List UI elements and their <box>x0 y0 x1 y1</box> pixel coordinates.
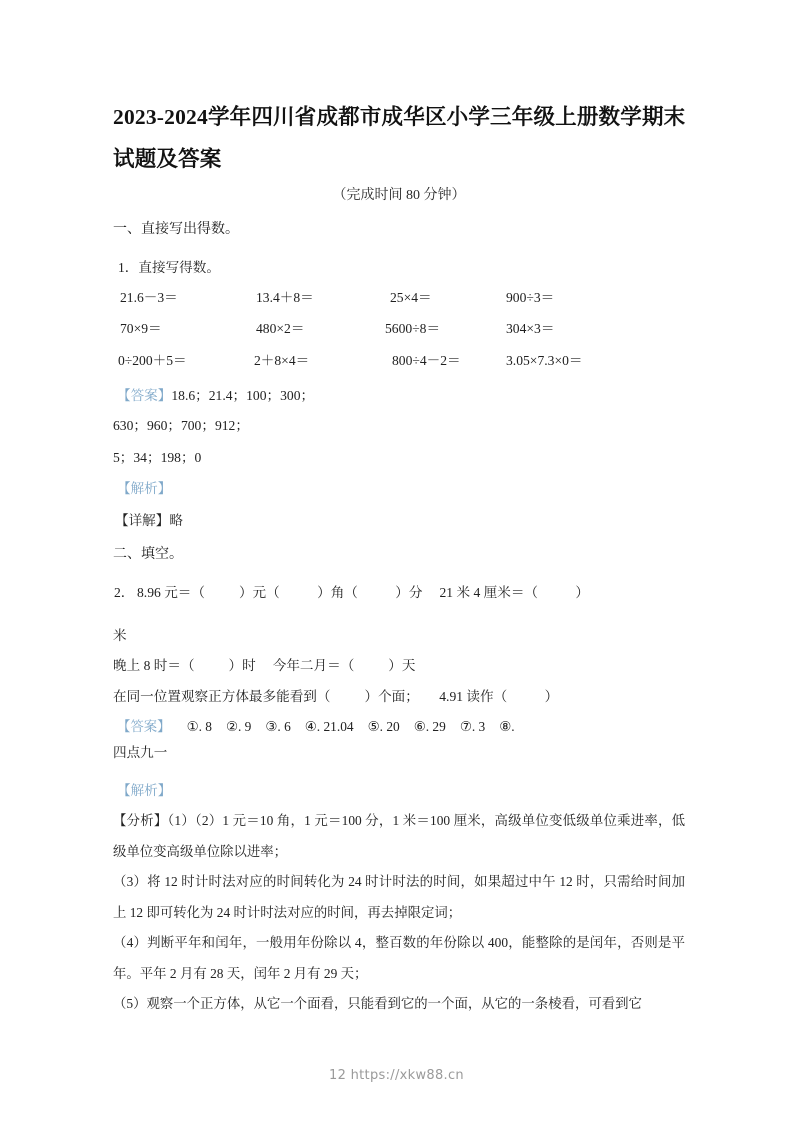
answer-block-1 <box>117 386 314 406</box>
analysis-paragraph: 【分析】（1）（2）1 元＝10 角，1 元＝100 分，1 米＝100 厘米，高级单位变低级单位乘进率，低级单位变高级单位除以进率； <box>113 813 685 859</box>
analysis-label-2: 【解析】 <box>117 783 172 798</box>
calc-row <box>0 319 793 349</box>
calc-cell: 900÷3＝ <box>506 290 555 305</box>
calc-cell: 0÷200＋5＝ <box>118 353 187 368</box>
calc-row <box>0 351 793 381</box>
fill-blank-line: 晚上 8 时＝（ ）时 今年二月＝（ ）天 <box>113 658 416 673</box>
answer-tail: 四点九一 <box>113 745 168 760</box>
page-title: 2023-2024学年四川省成都市成华区小学三年级上册数学期末试题及答案 <box>113 105 686 171</box>
answer-item: ⑤. 20 <box>367 719 400 734</box>
analysis-paragraph: （3）将 12 时计时法对应的时间转化为 24 时计时法的时间，如果超过中午 12 时，只需给时间加上 12 即可转化为 24 时计时法对应的时间，再去掉限定词； <box>113 874 685 920</box>
answer-text: 18.6；21.4；100；300； <box>171 388 315 403</box>
section-heading-1: 一、直接写出得数。 <box>113 222 239 237</box>
question-2-number: 2． <box>114 585 135 600</box>
answer-text-line: 630；960；700；912； <box>113 418 249 433</box>
answer-label: 【答案】 <box>117 388 172 403</box>
fill-blank-line: 在同一位置观察正方体最多能看到（ ）个面； 4.91 读作（ ） <box>113 689 559 704</box>
answer-block-2 <box>117 716 515 737</box>
analysis-paragraph: （5）观察一个正方体，从它一个面看，只能看到它的一个面，从它的一条棱看，可看到它 <box>113 996 642 1011</box>
answer-item: ④. 21.04 <box>304 719 354 734</box>
calc-cell: 304×3＝ <box>506 321 555 336</box>
fill-blank-line: 米 <box>113 628 127 643</box>
analysis-label-1: 【解析】 <box>117 481 172 496</box>
calc-cell: 70×9＝ <box>120 321 162 336</box>
calc-cell: 25×4＝ <box>390 290 432 305</box>
answer-item: ⑦. 3 <box>459 719 486 734</box>
footer-watermark: 12 https://xkw88.cn <box>329 1068 464 1083</box>
calc-cell: 2＋8×4＝ <box>254 353 310 368</box>
answer-item: ③. 6 <box>265 719 291 734</box>
answer-label: 【答案】 <box>117 719 171 734</box>
detail-text-1: 【详解】略 <box>115 513 183 528</box>
fill-blank-line: 8.96 元＝（ ）元（ ）角（ ）分 21 米 4 厘米＝（ ） <box>137 585 589 600</box>
calc-cell: 21.6－3＝ <box>120 290 178 305</box>
answer-item: ⑥. 29 <box>413 719 446 734</box>
answer-item: ②. 9 <box>225 719 252 734</box>
section-heading-2: 二、填空。 <box>113 547 183 562</box>
calc-cell: 3.05×7.3×0＝ <box>506 353 583 368</box>
analysis-paragraph: （4）判断平年和闰年，一般用年份除以 4，整百数的年份除以 400，能整除的是闰年，否则是平年。平年 2 月有 28 天，闰年 2 月有 29 天； <box>113 935 685 981</box>
answer-item: ①. 8 <box>186 719 212 734</box>
exam-duration-note: （完成时间 80 分钟） <box>332 188 466 203</box>
answer-item: ⑧. <box>499 719 515 734</box>
calc-cell: 13.4＋8＝ <box>256 290 314 305</box>
calc-cell: 800÷4－2＝ <box>392 353 461 368</box>
question-1-number: 1．直接写得数。 <box>118 260 220 275</box>
calc-row <box>0 288 793 318</box>
answer-text-line: 5；34；198；0 <box>113 450 202 465</box>
calc-cell: 480×2＝ <box>256 321 305 336</box>
calc-cell: 5600÷8＝ <box>385 321 441 336</box>
